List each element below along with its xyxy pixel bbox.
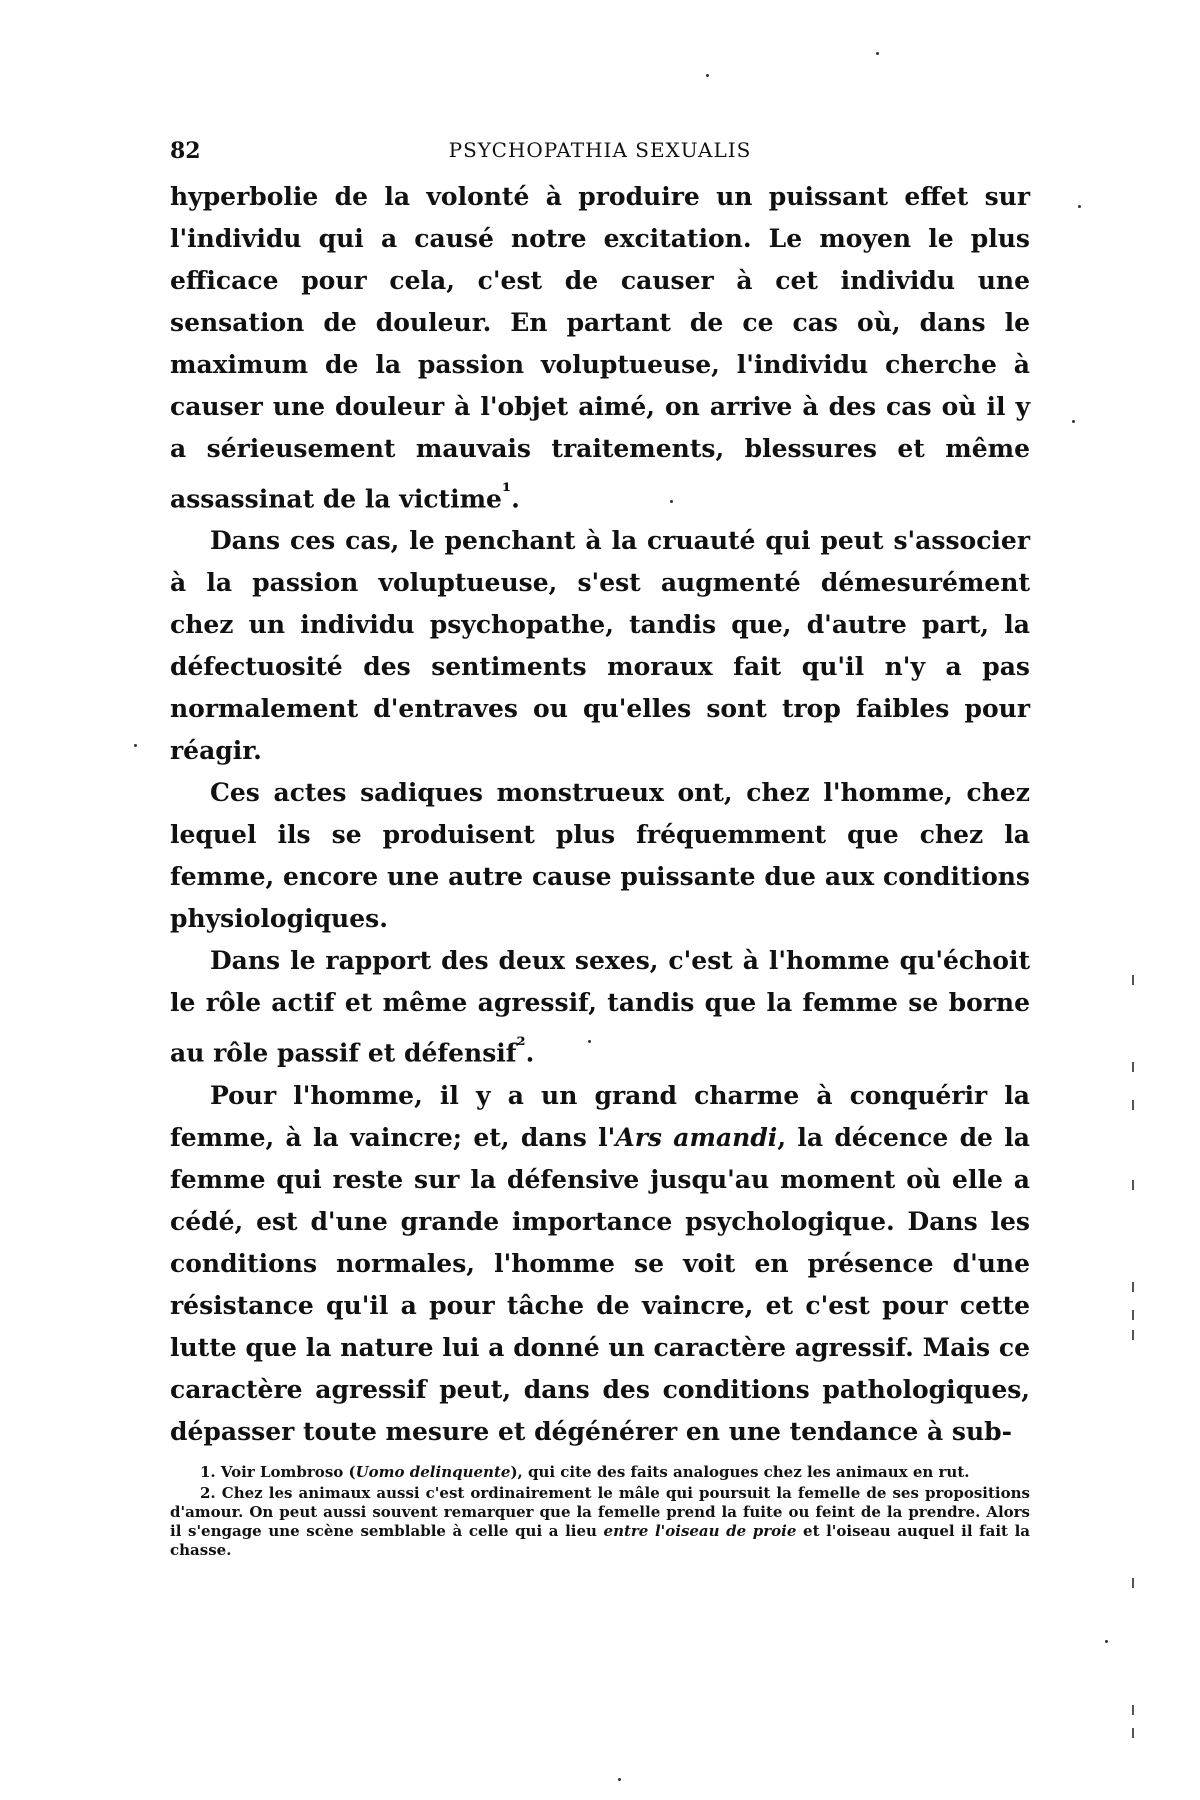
scan-mark	[1132, 1705, 1134, 1715]
footnote-1-italic: Uomo delinquente	[355, 1462, 511, 1481]
paragraph-1-text: hyperbolie de la volonté à produire un puissant effet sur l'individu qui a causé notre excitation. Le moyen le plus efficace pour cela, c'est de causer à cet individu une sensation de douleur. En partant de ce cas où, dans le maximum de la passion voluptueuse, l'individu cherche à causer une douleur à l'objet aimé, on arrive à des cas où il y a sérieusement mauvais traitements, blessures et même assassinat de la victime	[170, 182, 1030, 514]
scan-speck	[134, 744, 137, 747]
scan-speck	[1078, 205, 1081, 208]
paragraph-5-text-start: Pour l'homme, il y a un grand charme à conquérir la femme, à la vaincre; et, dans l'	[170, 1080, 1030, 1152]
paragraph-1-end: .	[511, 484, 520, 514]
scan-speck	[1105, 1640, 1108, 1643]
scan-speck	[876, 52, 879, 55]
footnote-2	[170, 1484, 1030, 1560]
footnote-2-italic: entre l'oiseau de proie	[603, 1521, 797, 1540]
scan-mark	[1132, 1310, 1134, 1320]
paragraph-5-text-end: , la décence de la femme qui reste sur la défensive jusqu'au moment où elle a cédé, est d'une grande importance psychologique. Dans les conditions normales, l'homme se voit en présence d'une résistance qu'il a pour tâche de vaincre, et c'est pour cette lutte que la nature lui a donné un caractère agressif. Mais ce caractère agressif peut, dans des conditions pathologiques, dépasser toute mesure et dégénérer en une tendance à sub-	[170, 1122, 1030, 1446]
scan-mark	[1132, 1062, 1134, 1072]
footnote-ref-1: ¹	[501, 478, 512, 503]
footnote-1-number: 1.	[200, 1462, 216, 1481]
page-number: 82	[170, 138, 201, 164]
scan-speck	[670, 500, 673, 503]
scan-mark	[1132, 1282, 1134, 1292]
book-page	[170, 138, 1030, 1562]
footnote-1-text-end: ), qui cite des faits analogues chez les animaux en rut.	[510, 1462, 970, 1481]
paragraph-4-end: .	[525, 1038, 535, 1068]
scan-mark	[1132, 1578, 1134, 1588]
running-title: PSYCHOPATHIA SEXUALIS	[448, 138, 752, 162]
paragraph-3: Ces actes sadiques monstrueux ont, chez l'homme, chez lequel ils se produisent plus fréquemment que chez la femme, encore une autre cause puissante due aux conditions physiologiques.	[170, 778, 1030, 934]
footnote-1	[170, 1463, 1030, 1482]
paragraph-5	[170, 1075, 1030, 1453]
paragraph-2: Dans ces cas, le penchant à la cruauté qui peut s'associer à la passion voluptueuse, s'est augmenté démesurément chez un individu psychopathe, tandis que, d'autre part, la défectuosité des sentiments moraux fait qu'il n'y a pas normalement d'entraves ou qu'elles sont trop faibles pour réagir.	[170, 526, 1030, 766]
scan-mark	[1132, 1100, 1134, 1110]
paragraph-1	[170, 176, 1030, 520]
scan-speck	[1072, 420, 1075, 423]
scan-mark	[1132, 1330, 1134, 1340]
footnote-1-text-start: Voir Lombroso (	[220, 1462, 356, 1481]
scan-speck	[618, 1778, 621, 1781]
scan-mark	[1132, 975, 1134, 985]
scan-mark	[1132, 1180, 1134, 1190]
page-header	[170, 138, 1030, 168]
scan-mark	[1132, 1728, 1134, 1738]
footnote-2-text-start: Chez les animaux aussi c'est ordinairement le mâle qui poursuit la femelle de ses propositions d'amour. On peut aussi souvent remarquer que la femelle prend la fuite ou feint de la prendre. Alors il s'engage une scène semblable à celle qui a lieu	[170, 1483, 1030, 1540]
body-text	[170, 176, 1030, 1453]
ars-amandi-italic: Ars amandi	[615, 1122, 778, 1152]
footnotes	[170, 1463, 1030, 1560]
scan-speck	[706, 74, 709, 77]
paragraph-4-text: Dans le rapport des deux sexes, c'est à l'homme qu'échoit le rôle actif et même agressif, tandis que la femme se borne au rôle passif et défensif	[170, 946, 1030, 1068]
scan-speck	[588, 1040, 591, 1043]
footnote-2-text-end: et l'oiseau auquel il fait la chasse.	[170, 1521, 1030, 1559]
paragraph-4	[170, 940, 1030, 1074]
footnote-2-number: 2.	[200, 1483, 216, 1502]
footnote-ref-2: ²	[516, 1032, 526, 1058]
